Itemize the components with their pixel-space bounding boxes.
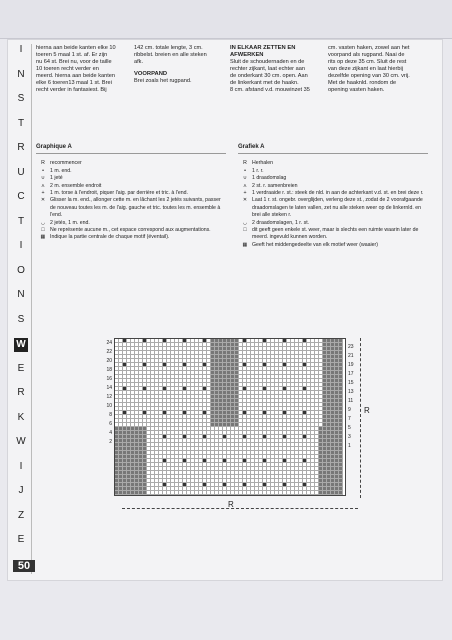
legend-item (36, 197, 226, 219)
legend-item (36, 160, 226, 167)
text-column-1 (36, 45, 131, 94)
sidebar-letter: W (16, 436, 26, 447)
legend-symbol: + (41, 190, 45, 197)
legend-text: 2 st. r. samenbreien (252, 182, 298, 189)
legend-item (238, 160, 428, 167)
text-line: meerd. hierna aan beide kanten (36, 73, 115, 79)
sidebar-letter: S (17, 313, 25, 325)
section-heading-voorpand: VOORPAND (134, 71, 168, 77)
legend-text: Geeft het middengedeelte van elk motief weer (waaier) (252, 241, 379, 248)
legend-item (238, 168, 428, 175)
sidebar-letter: C (17, 191, 25, 202)
sidebar-letter: I (19, 44, 23, 55)
row-number-right: 9 (348, 407, 351, 413)
legend-text: 1 m. torse à l'endroit, piquer l'aig. par derrière et tric. à l'end. (50, 190, 188, 197)
legend-item (36, 175, 226, 182)
legend-french (36, 144, 226, 242)
chart-cell (339, 491, 343, 495)
row-number-right: 19 (348, 362, 354, 368)
legend-text: dit geeft geen enkele st. weer, maar is slechts een ruimte waarin later de meerd. ingevuld kunnen worden. (252, 227, 419, 241)
text-line: toeren 5 maal 1 st. af. Er zijn (36, 52, 108, 58)
sidebar-letter: S (17, 93, 25, 104)
legend-text: 1 jeté (50, 175, 63, 182)
row-number-left: 14 (106, 385, 112, 391)
row-number-left: 24 (106, 340, 112, 346)
text-line: rits op deze 35 cm. Sluit de rest (328, 59, 407, 65)
legend-text: 1 draadomslag (252, 175, 287, 182)
row-number-left: 18 (106, 367, 112, 373)
legend-symbol: ⋏ (243, 182, 247, 189)
legend-symbol: • (42, 167, 44, 174)
text-line: opening vasten haken. (328, 87, 385, 93)
legend-symbol: R (243, 160, 247, 167)
legend-symbol: ✕ (242, 197, 248, 204)
legend-symbol: □ (41, 227, 45, 234)
text-line: Sluit de schoudernaden en de (230, 59, 305, 65)
text-line: dezelfde opening van 30 cm. vrij. (328, 73, 410, 79)
row-number-right: 23 (348, 344, 354, 350)
legend-symbol: ◡ (242, 219, 248, 226)
text-line: afk. (134, 59, 144, 65)
legend-text: 2 m. ensemble endroit (50, 182, 102, 189)
legend-text: 2 draadomslagen, 1 r. st. (252, 219, 310, 226)
legend-symbol: ⋏ (41, 182, 45, 189)
row-number-right: 17 (348, 371, 354, 377)
legend-symbol: ✕ (40, 197, 46, 204)
sidebar-letter: O (17, 264, 25, 276)
legend-text: Glisser la m. end., allonger cette m. en lâchant les 2 jetés suivants, passer de nouveau toutes les m. de l'aig. gauche et tric. toutes les m. ensemble à l'end. (50, 197, 221, 219)
sidebar-letter: T (17, 215, 25, 227)
text-column-4 (328, 45, 420, 94)
legend-item (238, 197, 428, 219)
row-number-right: 5 (348, 425, 351, 431)
legend-text: Ne représente aucune m., cet espace correspond aux augmentations. (50, 227, 211, 234)
repeat-marker-right (360, 338, 361, 498)
sidebar-letter: U (17, 166, 25, 178)
legend-symbol: ▦ (242, 241, 248, 248)
legend-item (238, 242, 428, 249)
row-number-left: 22 (106, 349, 112, 355)
sidebar-letter: R (17, 387, 25, 398)
repeat-marker-bottom (122, 508, 358, 509)
text-line: 10 toeren recht verder en (36, 66, 99, 72)
row-number-right: 21 (348, 353, 354, 359)
repeat-label-bottom: R (228, 500, 234, 509)
sidebar-letter: E (17, 362, 25, 374)
legend-symbol: + (243, 190, 247, 197)
legend-item (238, 220, 428, 227)
chart-grid (114, 338, 346, 496)
row-number-left: 10 (106, 403, 112, 409)
row-number-left: 8 (109, 412, 112, 418)
legend-item (238, 183, 428, 190)
text-line: elke 6 toeren13 maal 1 st. Brei (36, 80, 112, 86)
row-number-right: 15 (348, 380, 354, 386)
text-line: voorpand als rugpand. Naai de (328, 52, 405, 58)
sidebar-letter: R (17, 142, 25, 153)
legend-item (238, 175, 428, 182)
legend-text: Laat 1 r. st. ongebr. overglijden, verleng deze st., zodat de 2 voorafgaande draadomslagen te laten vallen, zet nu alle steken weer op de linkernld. en brei alle steken r. (252, 197, 423, 219)
legend-french-title: Graphique A (36, 144, 226, 154)
text-column-3 (230, 45, 325, 94)
legend-text: 2 jetés, 1 m. end. (50, 219, 90, 226)
text-line: 8 cm. afstand v.d. mouwinzet 35 (230, 87, 310, 93)
sidebar-letter: I (19, 460, 23, 472)
legend-text: 1 verdraaide r. st.: steek de nld. in aan de achterkant v.d. st. en brei deze r. (252, 190, 424, 197)
sidebar-letter: N (17, 289, 25, 300)
sidebar-letter: E (17, 534, 25, 545)
row-number-left: 2 (109, 439, 112, 445)
text-line: ribbelst. breien en alle steken (134, 52, 207, 58)
text-line: van deze zijkant en laat hierbij (328, 66, 403, 72)
legend-item (238, 227, 428, 242)
legend-item (36, 190, 226, 197)
legend-item (36, 220, 226, 227)
legend-text: Herhalen (252, 160, 274, 167)
sidebar-letter: Z (17, 509, 25, 521)
text-line: recht verder in fantasiest. Bij (36, 87, 107, 93)
text-line: de linkerkant met de haakn. (230, 80, 299, 86)
legend-text: 1 r. r. (252, 167, 264, 174)
legend-symbol: ◡ (40, 219, 46, 226)
legend-symbol: □ (243, 227, 247, 234)
binding-strip (0, 0, 452, 39)
text-line: rechter zijkant, laat echter aan (230, 66, 305, 72)
row-number-left: 12 (106, 394, 112, 400)
text-line: cm. vasten haken, zowel aan het (328, 45, 410, 51)
voorpand-text: Brei zoals het rugpand. (134, 78, 192, 84)
legend-dutch (238, 144, 428, 249)
page-number: 50 (13, 560, 35, 572)
row-number-right: 7 (348, 416, 351, 422)
legend-symbol: ▦ (40, 234, 46, 241)
row-number-left: 6 (109, 421, 112, 427)
page-sheet (8, 40, 442, 580)
legend-item (36, 168, 226, 175)
legend-text: recommencer (50, 160, 82, 167)
row-number-right: 3 (348, 434, 351, 440)
text-line: hierna aan beide kanten elke 10 (36, 45, 116, 51)
row-number-left: 20 (106, 358, 112, 364)
legend-symbol: ∪ (243, 175, 247, 182)
legend-symbol: ∪ (41, 175, 45, 182)
sidebar-letter: J (18, 485, 24, 496)
legend-dutch-title: Grafiek A (238, 144, 428, 154)
legend-item (36, 227, 226, 234)
text-column-2 (134, 45, 224, 85)
sidebar-letter: I (19, 240, 23, 251)
legend-text: 1 m. end. (50, 167, 72, 174)
section-heading-assembly-2: AFWERKEN (230, 52, 264, 58)
legend-symbol: • (244, 167, 246, 174)
repeat-label-right: R (364, 406, 370, 415)
sidebar-letter: N (17, 68, 25, 80)
legend-item (238, 190, 428, 197)
text-line: de onderkant 30 cm. open. Aan (230, 73, 308, 79)
sidebar-letter: T (17, 117, 25, 129)
row-number-right: 11 (348, 398, 354, 404)
sidebar-rule (31, 44, 32, 574)
row-number-left: 4 (109, 430, 112, 436)
section-heading-assembly-1: IN ELKAAR ZETTEN EN (230, 45, 296, 51)
row-number-right: 1 (348, 443, 351, 449)
sidebar-letter: K (17, 411, 25, 423)
sidebar-letter: W (14, 338, 28, 352)
row-number-right: 13 (348, 389, 354, 395)
text-line: 142 cm. totale lengte, 3 cm. (134, 45, 203, 51)
legend-symbol: R (41, 160, 45, 167)
legend-item (36, 234, 226, 241)
row-number-left: 16 (106, 376, 112, 382)
legend-item (36, 183, 226, 190)
text-line: Met de haaknld. rondom de (328, 80, 397, 86)
text-line: nu 64 st. Brei nu, voor de taille (36, 59, 112, 65)
legend-text: Indique la partie centrale de chaque motif (éventail). (50, 234, 170, 241)
